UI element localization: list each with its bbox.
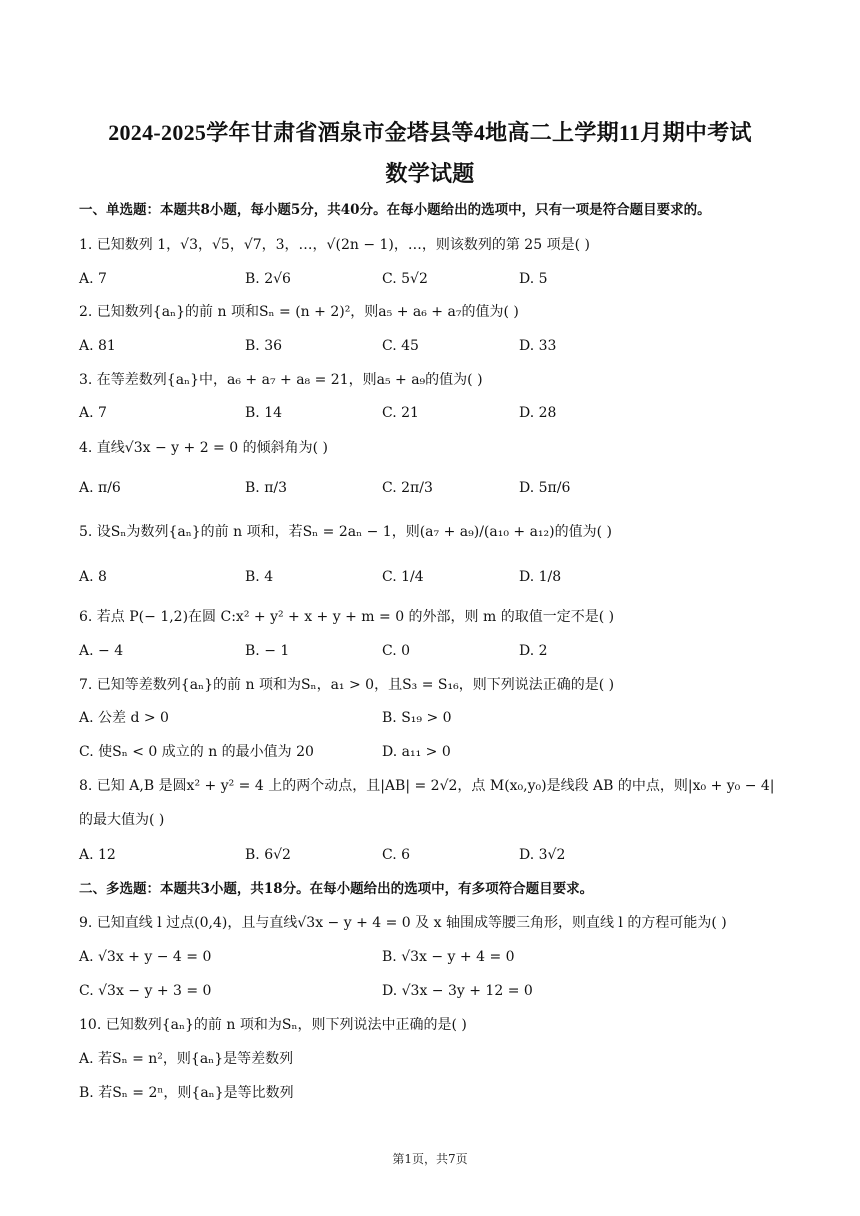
option-c: C. 21 (382, 405, 419, 421)
question-10-stem: 10. 已知数列{aₙ}的前 n 项和为Sₙ，则下列说法中正确的是( ) (79, 1017, 467, 1033)
option-a: A. 81 (79, 338, 116, 354)
question-9-stem: 9. 已知直线 l 过点(0,4)，且与直线√3x − y + 4 = 0 及 x 轴围成等腰三角形，则直线 l 的方程可能为( ) (79, 915, 727, 931)
option-a: A. 8 (79, 569, 107, 585)
option-b: B. √3x − y + 4 = 0 (382, 949, 515, 965)
option-d: D. 1/8 (519, 569, 562, 585)
question-1-options (79, 270, 799, 288)
question-2-options (79, 337, 799, 355)
question-9-options-row1 (79, 948, 799, 966)
question-7-options-row2 (79, 743, 799, 761)
question-1-stem: 1. 已知数列 1，√3，√5，√7，3，…，√(2n − 1)，…，则该数列的第 25 项是( ) (79, 237, 590, 253)
option-d: D. 33 (519, 338, 557, 354)
option-b: B. 4 (245, 569, 274, 585)
option-b: B. 36 (245, 338, 283, 354)
option-c: C. 1/4 (382, 569, 424, 585)
exam-title: 2024-2025学年甘肃省酒泉市金塔县等4地高二上学期11月期中考试 (108, 120, 752, 145)
question-4-stem: 4. 直线√3x − y + 2 = 0 的倾斜角为( ) (79, 440, 328, 456)
option-c: C. 5√2 (382, 271, 428, 287)
option-a: A. 12 (79, 847, 116, 863)
section-multiple-choice-heading: 二、多选题：本题共3小题，共18分。在每小题给出的选项中，有多项符合题目要求。 (79, 881, 594, 897)
option-d: D. 5 (519, 271, 548, 287)
question-6-options (79, 642, 799, 660)
question-7-options-row1 (79, 709, 799, 727)
option-c: C. 0 (382, 643, 411, 659)
option-b: B. π/3 (245, 480, 288, 496)
question-6-stem: 6. 若点 P(− 1,2)在圆 C:x² + y² + x + y + m = 0 的外部，则 m 的取值一定不是( ) (79, 609, 615, 625)
question-5-stem: 5. 设Sₙ为数列{aₙ}的前 n 项和，若Sₙ = 2aₙ − 1，则(a₇ + a₉)/(a₁₀ + a₁₂)的值为( ) (79, 524, 612, 540)
option-b: B. 6√2 (245, 847, 291, 863)
question-10-option-b: B. 若Sₙ = 2ⁿ，则{aₙ}是等比数列 (79, 1085, 294, 1101)
option-c: C. 2π/3 (382, 480, 433, 496)
option-a: A. √3x + y − 4 = 0 (79, 949, 212, 965)
section-single-choice-heading: 一、单选题：本题共8小题，每小题5分，共40分。在每小题给出的选项中，只有一项是符合题目要求的。 (79, 202, 711, 218)
option-d: D. 5π/6 (519, 480, 571, 496)
question-5-options (79, 568, 799, 586)
question-10-option-a: A. 若Sₙ = n²，则{aₙ}是等差数列 (79, 1051, 294, 1067)
option-c: C. 45 (382, 338, 419, 354)
question-8-options (79, 846, 799, 864)
option-b: B. S₁₉ > 0 (382, 710, 452, 726)
question-2-stem: 2. 已知数列{aₙ}的前 n 项和Sₙ = (n + 2)²，则a₅ + a₆ + a₇的值为( ) (79, 304, 519, 320)
option-c: C. √3x − y + 3 = 0 (79, 983, 212, 999)
option-b: B. 2√6 (245, 271, 291, 287)
option-b: B. 14 (245, 405, 283, 421)
question-4-options (79, 479, 799, 497)
question-8-stem: 8. 已知 A,B 是圆x² + y² = 4 上的两个动点，且|AB| = 2√2，点 M(x₀,y₀)是线段 AB 的中点，则|x₀ + y₀ − 4| (79, 778, 775, 794)
question-8-stem-continued: 的最大值为( ) (79, 812, 165, 828)
question-3-options (79, 404, 799, 422)
question-7-stem: 7. 已知等差数列{aₙ}的前 n 项和为Sₙ，a₁ > 0，且S₃ = S₁₆，则下列说法正确的是( ) (79, 677, 615, 693)
option-d: D. 3√2 (519, 847, 566, 863)
page-footer: 第1页，共7页 (392, 1152, 468, 1166)
option-d: D. a₁₁ > 0 (382, 744, 451, 760)
option-a: A. 7 (79, 405, 107, 421)
question-3-stem: 3. 在等差数列{aₙ}中，a₆ + a₇ + a₈ = 21，则a₅ + a₉的值为( ) (79, 372, 483, 388)
option-d: D. √3x − 3y + 12 = 0 (382, 983, 533, 999)
question-9-options-row2 (79, 982, 799, 1000)
option-a: A. 7 (79, 271, 107, 287)
option-d: D. 28 (519, 405, 557, 421)
exam-subtitle: 数学试题 (385, 161, 475, 186)
option-b: B. − 1 (245, 643, 290, 659)
option-a: A. 公差 d > 0 (79, 710, 169, 726)
option-c: C. 使Sₙ < 0 成立的 n 的最小值为 20 (79, 744, 314, 760)
option-c: C. 6 (382, 847, 411, 863)
option-a: A. π/6 (79, 480, 121, 496)
option-d: D. 2 (519, 643, 548, 659)
option-a: A. − 4 (79, 643, 124, 659)
